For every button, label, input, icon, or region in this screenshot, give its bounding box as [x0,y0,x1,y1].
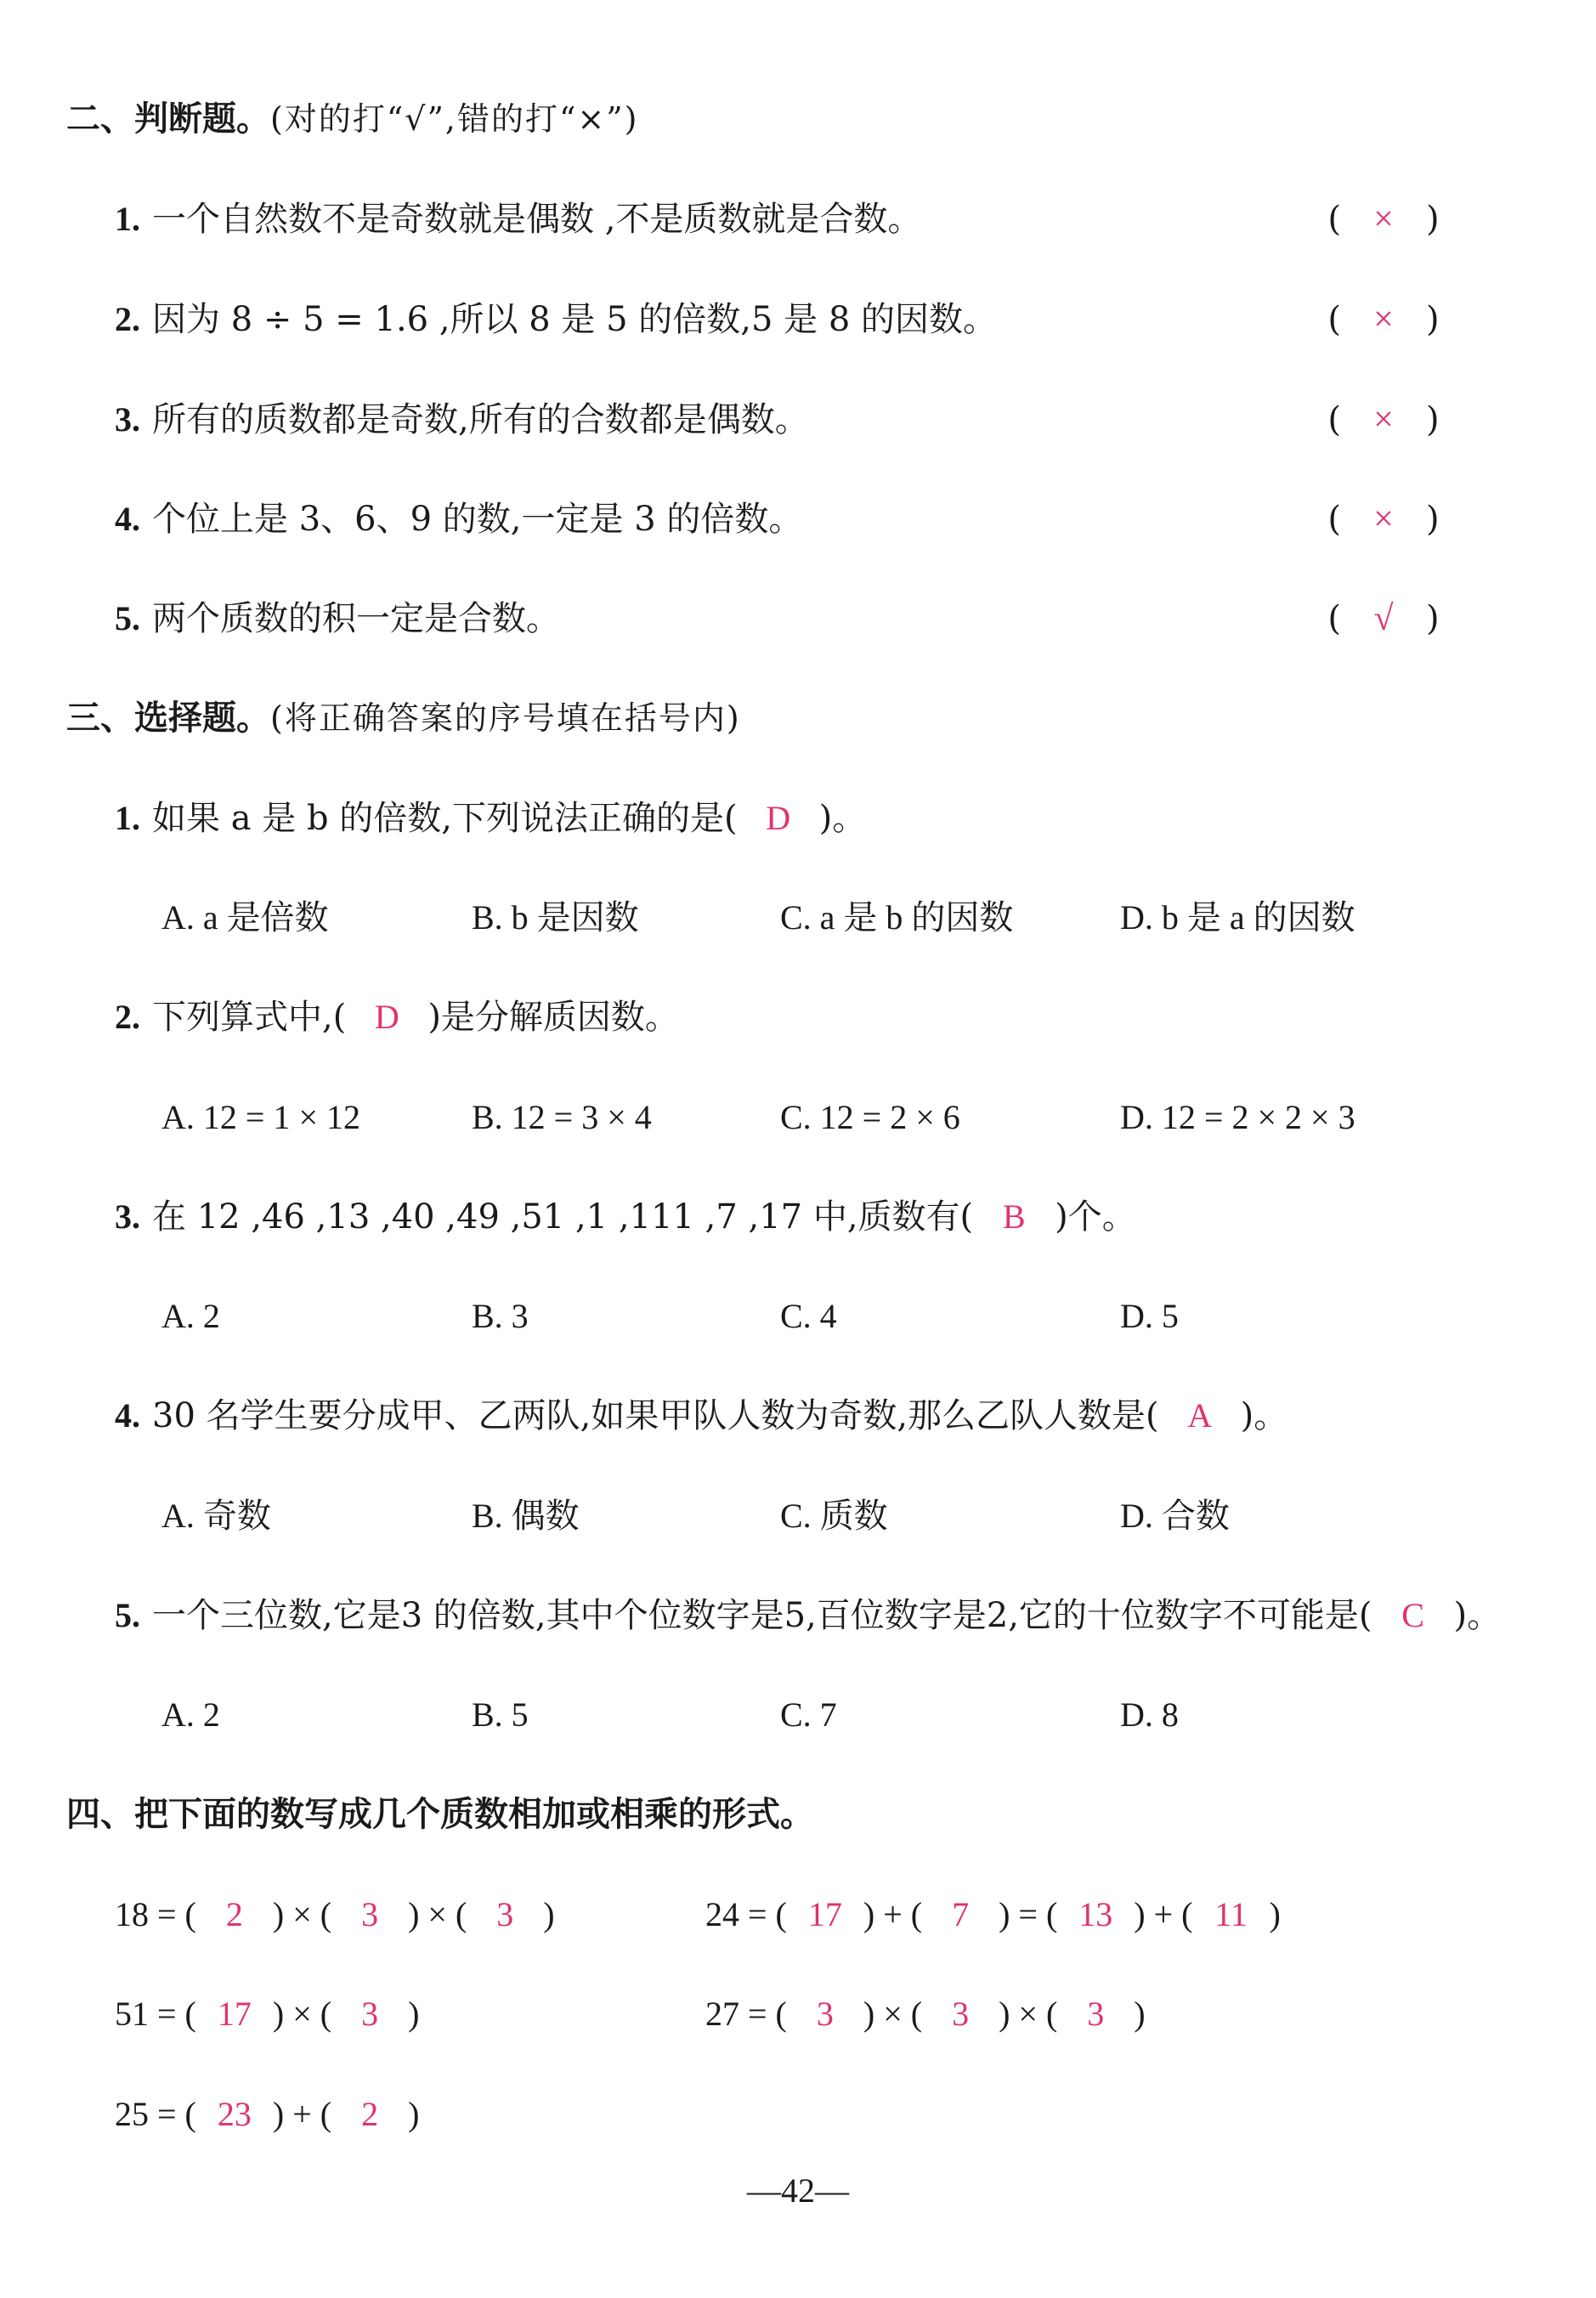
prime-answer: 3 [1087,1995,1105,2033]
prime-answer: 2 [361,2095,379,2133]
judge-item-text: 个位上是 3、6、9 的数,一定是 3 的倍数。 [152,500,803,539]
choice-option: B. 5 [472,1695,529,1734]
choice-option: A. 2 [161,1297,220,1335]
judge-item-number: 1. [115,200,140,238]
prime-equation-27 [705,1990,1146,2038]
choice-option: A. 2 [161,1695,220,1734]
choice-option: A. 奇数 [161,1497,271,1535]
choice-item-stem: 在 12 ,46 ,13 ,40 ,49 ,51 ,1 ,111 ,7 ,17 中,质数有( [152,1197,974,1237]
equation-operator: ) = ( [999,1895,1058,1933]
choice-item-stem-end: )。 [1240,1396,1288,1435]
choice-item-stem-end: )。 [1453,1596,1502,1635]
choice-item-stem: 一个三位数,它是3 的倍数,其中个位数字是5,百位数字是2,它的十位数字不可能是( [152,1596,1372,1635]
prime-answer: 13 [1078,1895,1113,1933]
choice-answer: D [374,998,399,1036]
choice-option: A. a 是倍数 [161,898,329,937]
section-choice-note: (将正确答案的序号填在括号内) [270,699,741,737]
section-choice-title: 三、选择题。 [66,699,270,738]
prime-answer: 3 [816,1995,834,2033]
choice-answer: C [1401,1596,1424,1634]
prime-answer: 7 [952,1895,970,1933]
choice-item-3 [115,1193,1136,1241]
prime-answer: 17 [807,1895,842,1933]
prime-answer: 3 [361,1995,379,2033]
section-prime-heading [66,1791,814,1838]
choice-item-stem-end: )个。 [1055,1197,1136,1237]
equation-lhs: 24 = ( [705,1895,787,1933]
judge-answer-box-1: ( × ) [1311,195,1456,243]
prime-equation-24 [705,1891,1281,1939]
judge-item-1 [115,195,921,243]
prime-answer: 17 [217,1995,252,2033]
prime-answer: 3 [361,1895,379,1933]
choice-item-number: 2. [115,998,140,1036]
equation-end: ) [408,2095,420,2133]
judge-answer-box-3: ( × ) [1311,396,1456,444]
judge-answer-box-5: ( √ ) [1311,595,1456,642]
judge-item-4 [115,495,802,543]
choice-answer: B [1002,1197,1026,1236]
choice-item-number: 4. [115,1396,140,1435]
choice-item-stem-end: )是分解质因数。 [427,998,679,1037]
choice-item-stem: 下列算式中,( [152,998,347,1037]
choice-option: D. 8 [1120,1695,1179,1734]
equation-operator: ) × ( [272,1895,332,1933]
choice-option: C. 7 [780,1695,837,1734]
judge-item-text: 所有的质数都是奇数,所有的合数都是偶数。 [152,400,809,439]
equation-operator: ) × ( [272,1995,332,2033]
judge-item-text: 因为 8 ÷ 5 = 1.6 ,所以 8 是 5 的倍数,5 是 8 的因数。 [152,300,998,339]
judge-answer-box-4: ( × ) [1311,495,1456,543]
equation-operator: ) + ( [863,1895,923,1933]
prime-answer: 3 [952,1995,970,2033]
prime-equation-18 [115,1891,555,1939]
choice-option: A. 12 = 1 × 12 [161,1098,361,1136]
judge-item-text: 两个质数的积一定是合数。 [152,599,560,638]
choice-item-number: 5. [115,1596,140,1634]
choice-option: B. b 是因数 [472,898,639,937]
choice-option: C. 12 = 2 × 6 [780,1098,960,1136]
choice-answer: A [1187,1396,1213,1435]
section-judge-title: 二、判断题。 [66,99,270,139]
prime-answer: 11 [1214,1895,1248,1933]
equation-end: ) [408,1995,420,2033]
choice-item-stem: 30 名学生要分成甲、乙两队,如果甲队人数为奇数,那么乙队人数是( [152,1396,1159,1435]
equation-lhs: 27 = ( [705,1995,787,2033]
choice-option: D. 合数 [1120,1497,1230,1535]
choice-option: D. 5 [1120,1297,1179,1335]
equation-end: ) [543,1895,555,1933]
choice-item-number: 3. [115,1197,140,1236]
equation-operator: ) + ( [1134,1895,1193,1933]
choice-option: C. a 是 b 的因数 [780,898,1014,937]
judge-answer: × [1373,400,1394,439]
prime-answer: 2 [225,1895,243,1933]
equation-lhs: 51 = ( [115,1995,196,2033]
equation-lhs: 18 = ( [115,1895,196,1933]
equation-operator: ) × ( [408,1895,467,1933]
choice-item-stem-end: )。 [818,799,867,838]
judge-item-number: 3. [115,400,140,439]
choice-item-2 [115,993,679,1041]
equation-operator: ) × ( [999,1995,1058,2033]
choice-option: B. 12 = 3 × 4 [472,1098,652,1136]
choice-option: D. b 是 a 的因数 [1120,898,1355,937]
judge-answer-box-2: ( × ) [1311,296,1456,343]
choice-option: B. 3 [472,1297,529,1335]
prime-answer: 23 [217,2095,252,2133]
equation-lhs: 25 = ( [115,2095,196,2133]
choice-option: D. 12 = 2 × 2 × 3 [1120,1098,1355,1136]
judge-item-2 [115,296,997,343]
judge-item-3 [115,396,809,444]
section-prime-title: 四、把下面的数写成几个质数相加或相乘的形式。 [66,1795,814,1834]
choice-item-5 [115,1592,1501,1639]
page-number: —42— [747,2171,849,2210]
section-choice-heading [66,694,741,742]
judge-answer: √ [1373,599,1394,638]
judge-item-number: 4. [115,500,140,538]
choice-item-1 [115,795,866,842]
equation-end: ) [1269,1895,1281,1933]
choice-item-number: 1. [115,799,140,837]
judge-item-number: 5. [115,599,140,637]
section-judge-heading [66,95,639,143]
prime-equation-51 [115,1990,419,2038]
choice-item-stem: 如果 a 是 b 的倍数,下列说法正确的是( [152,799,738,838]
choice-option: C. 质数 [780,1497,888,1535]
choice-item-4 [115,1392,1288,1440]
equation-operator: ) × ( [863,1995,923,2033]
choice-option: C. 4 [780,1297,837,1335]
section-judge-note: (对的打“√”,错的打“×”) [270,100,639,138]
equation-operator: ) + ( [272,2095,332,2133]
judge-item-text: 一个自然数不是奇数就是偶数 ,不是质数就是合数。 [152,200,922,239]
judge-answer: × [1373,300,1394,339]
prime-answer: 3 [496,1895,514,1933]
choice-answer: D [766,799,791,837]
judge-answer: × [1373,500,1394,539]
equation-end: ) [1134,1995,1146,2033]
judge-item-5 [115,595,560,642]
choice-option: B. 偶数 [472,1497,580,1535]
judge-item-number: 2. [115,300,140,338]
prime-equation-25 [115,2091,419,2138]
judge-answer: × [1373,200,1394,239]
